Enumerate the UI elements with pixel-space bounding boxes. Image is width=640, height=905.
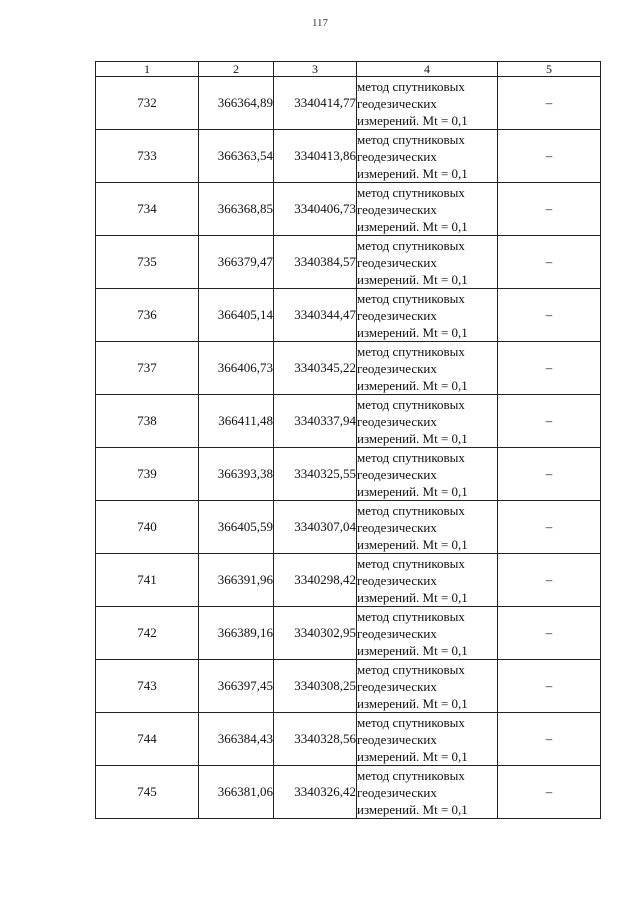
method-line: метод спутниковых	[357, 131, 465, 147]
note-cell: –	[498, 130, 601, 183]
y-coordinate-cell: 3340384,57	[274, 236, 357, 289]
method-line: геодезических	[357, 307, 437, 323]
x-coordinate-cell: 366397,45	[199, 660, 274, 713]
table-row	[96, 501, 601, 554]
column-header: 3	[274, 62, 357, 77]
method-line: метод спутниковых	[357, 608, 465, 624]
table-row	[96, 183, 601, 236]
note-cell: –	[498, 448, 601, 501]
method-line: измерений. Mt = 0,1	[357, 483, 468, 499]
table-row	[96, 766, 601, 819]
note-cell: –	[498, 766, 601, 819]
y-coordinate-cell: 3340406,73	[274, 183, 357, 236]
point-number-cell: 732	[96, 77, 199, 130]
point-number-cell: 733	[96, 130, 199, 183]
y-coordinate-cell: 3340325,55	[274, 448, 357, 501]
method-line: метод спутниковых	[357, 555, 465, 571]
column-header: 4	[357, 62, 498, 77]
method-line: метод спутниковых	[357, 290, 465, 306]
note-cell: –	[498, 342, 601, 395]
method-line: геодезических	[357, 572, 437, 588]
method-line: геодезических	[357, 466, 437, 482]
x-coordinate-cell: 366391,96	[199, 554, 274, 607]
method-line: измерений. Mt = 0,1	[357, 430, 468, 446]
method-line: измерений. Mt = 0,1	[357, 165, 468, 181]
method-line: геодезических	[357, 95, 437, 111]
note-cell: –	[498, 395, 601, 448]
column-header: 5	[498, 62, 601, 77]
method-line: измерений. Mt = 0,1	[357, 589, 468, 605]
table-row	[96, 448, 601, 501]
method-line: измерений. Mt = 0,1	[357, 218, 468, 234]
method-line: измерений. Mt = 0,1	[357, 271, 468, 287]
x-coordinate-cell: 366406,73	[199, 342, 274, 395]
method-cell	[357, 183, 498, 236]
y-coordinate-cell: 3340344,47	[274, 289, 357, 342]
table-row	[96, 342, 601, 395]
point-number-cell: 739	[96, 448, 199, 501]
table-row	[96, 713, 601, 766]
note-cell: –	[498, 554, 601, 607]
method-line: геодезических	[357, 148, 437, 164]
note-cell: –	[498, 77, 601, 130]
point-number-cell: 744	[96, 713, 199, 766]
method-line: метод спутниковых	[357, 767, 465, 783]
x-coordinate-cell: 366393,38	[199, 448, 274, 501]
method-line: метод спутниковых	[357, 502, 465, 518]
note-cell: –	[498, 501, 601, 554]
method-line: метод спутниковых	[357, 78, 465, 94]
table-header-row	[96, 62, 601, 77]
table-body	[96, 77, 601, 819]
x-coordinate-cell: 366405,14	[199, 289, 274, 342]
x-coordinate-cell: 366381,06	[199, 766, 274, 819]
method-line: геодезических	[357, 678, 437, 694]
method-cell	[357, 448, 498, 501]
y-coordinate-cell: 3340298,42	[274, 554, 357, 607]
x-coordinate-cell: 366364,89	[199, 77, 274, 130]
note-cell: –	[498, 236, 601, 289]
method-cell	[357, 289, 498, 342]
point-number-cell: 736	[96, 289, 199, 342]
y-coordinate-cell: 3340326,42	[274, 766, 357, 819]
method-line: метод спутниковых	[357, 343, 465, 359]
method-line: измерений. Mt = 0,1	[357, 748, 468, 764]
y-coordinate-cell: 3340413,86	[274, 130, 357, 183]
coordinates-table	[95, 61, 601, 819]
method-line: геодезических	[357, 360, 437, 376]
page-number: 117	[311, 17, 329, 29]
x-coordinate-cell: 366405,59	[199, 501, 274, 554]
method-line: измерений. Mt = 0,1	[357, 377, 468, 393]
method-line: геодезических	[357, 413, 437, 429]
method-line: геодезических	[357, 625, 437, 641]
method-line: геодезических	[357, 519, 437, 535]
method-cell	[357, 660, 498, 713]
table-row	[96, 289, 601, 342]
method-cell	[357, 130, 498, 183]
method-line: геодезических	[357, 254, 437, 270]
x-coordinate-cell: 366379,47	[199, 236, 274, 289]
x-coordinate-cell: 366368,85	[199, 183, 274, 236]
y-coordinate-cell: 3340328,56	[274, 713, 357, 766]
point-number-cell: 734	[96, 183, 199, 236]
point-number-cell: 738	[96, 395, 199, 448]
method-line: геодезических	[357, 201, 437, 217]
method-cell	[357, 501, 498, 554]
method-line: измерений. Mt = 0,1	[357, 695, 468, 711]
method-line: измерений. Mt = 0,1	[357, 642, 468, 658]
point-number-cell: 740	[96, 501, 199, 554]
table-row	[96, 395, 601, 448]
table-row	[96, 660, 601, 713]
column-header: 1	[96, 62, 199, 77]
method-line: измерений. Mt = 0,1	[357, 801, 468, 817]
method-line: метод спутниковых	[357, 184, 465, 200]
y-coordinate-cell: 3340345,22	[274, 342, 357, 395]
method-line: метод спутниковых	[357, 396, 465, 412]
x-coordinate-cell: 366363,54	[199, 130, 274, 183]
point-number-cell: 745	[96, 766, 199, 819]
point-number-cell: 742	[96, 607, 199, 660]
method-line: метод спутниковых	[357, 449, 465, 465]
table-row	[96, 77, 601, 130]
method-line: геодезических	[357, 784, 437, 800]
note-cell: –	[498, 183, 601, 236]
note-cell: –	[498, 713, 601, 766]
method-cell	[357, 554, 498, 607]
y-coordinate-cell: 3340337,94	[274, 395, 357, 448]
y-coordinate-cell: 3340307,04	[274, 501, 357, 554]
y-coordinate-cell: 3340414,77	[274, 77, 357, 130]
method-line: измерений. Mt = 0,1	[357, 324, 468, 340]
note-cell: –	[498, 607, 601, 660]
method-cell	[357, 342, 498, 395]
method-cell	[357, 607, 498, 660]
method-line: измерений. Mt = 0,1	[357, 112, 468, 128]
y-coordinate-cell: 3340308,25	[274, 660, 357, 713]
method-line: метод спутниковых	[357, 714, 465, 730]
method-line: метод спутниковых	[357, 237, 465, 253]
x-coordinate-cell: 366384,43	[199, 713, 274, 766]
y-coordinate-cell: 3340302,95	[274, 607, 357, 660]
note-cell: –	[498, 289, 601, 342]
point-number-cell: 741	[96, 554, 199, 607]
method-cell	[357, 236, 498, 289]
method-line: измерений. Mt = 0,1	[357, 536, 468, 552]
x-coordinate-cell: 366389,16	[199, 607, 274, 660]
method-cell	[357, 713, 498, 766]
point-number-cell: 735	[96, 236, 199, 289]
method-cell	[357, 77, 498, 130]
table-row	[96, 236, 601, 289]
table-row	[96, 607, 601, 660]
note-cell: –	[498, 660, 601, 713]
method-line: метод спутниковых	[357, 661, 465, 677]
method-cell	[357, 395, 498, 448]
table-row	[96, 554, 601, 607]
point-number-cell: 743	[96, 660, 199, 713]
x-coordinate-cell: 366411,48	[199, 395, 274, 448]
column-header: 2	[199, 62, 274, 77]
method-line: геодезических	[357, 731, 437, 747]
point-number-cell: 737	[96, 342, 199, 395]
method-cell	[357, 766, 498, 819]
table-row	[96, 130, 601, 183]
